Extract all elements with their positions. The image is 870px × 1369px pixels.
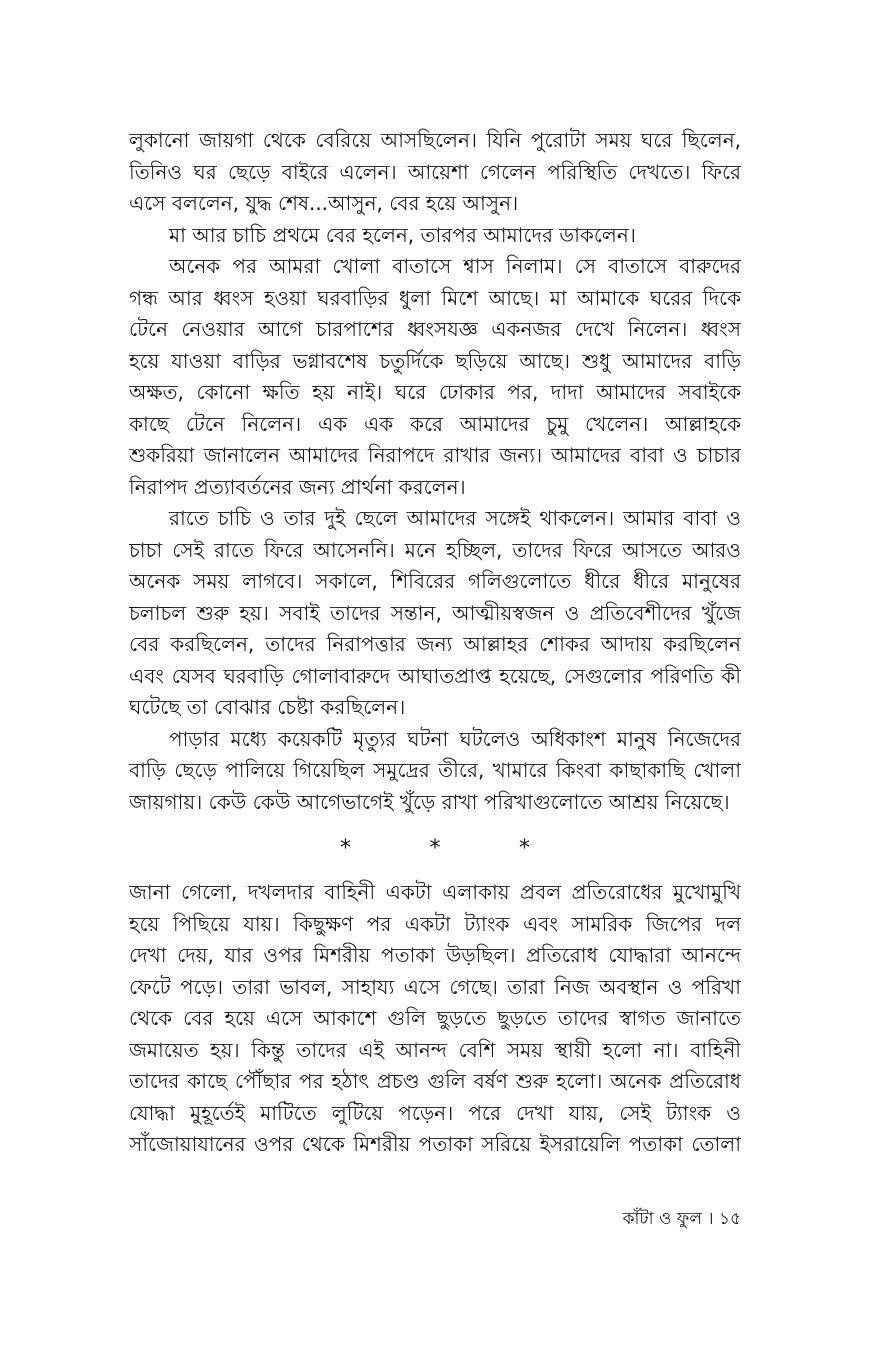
text-line: থেকে বের হয়ে এসে আকাশে গুলি ছুড়তে ছুড়তে তাদের স্বাগত জানাতে — [129, 1006, 741, 1030]
paragraph-start-line: মা আর চাচি প্রথমে বের হলেন, তারপর আমাদের ডাকলেন। — [169, 222, 636, 247]
body-text-section-2 — [129, 877, 741, 1161]
footer-separator: । — [707, 1209, 714, 1229]
asterisk-mark: * — [429, 836, 441, 861]
text-line: অক্ষত, কোনো ক্ষতি হয় নাই। ঘরে ঢোকার পর, দাদা আমাদের সবাইকে — [129, 380, 741, 404]
text-line: নিরাপদ প্রত্যাবর্তনের জন্য প্রার্থনা করলেন। — [129, 474, 466, 499]
text-line: গন্ধ আর ধ্বংস হওয়া ঘরবাড়ির ধুলা মিশে আছে। মা আমাকে ঘরের দিকে — [129, 285, 741, 310]
page-number: ১৫ — [718, 1209, 741, 1229]
text-line: হয়ে যাওয়া বাড়ির ভগ্নাবশেষ চতুর্দিকে ছড়িয়ে আছে। শুধু আমাদের বাড়ি — [129, 348, 741, 373]
text-line: যোদ্ধা মুহূর্তেই মাটিতে লুটিয়ে পড়েন। পরে দেখা যায়, সেই ট্যাংক ও — [129, 1100, 741, 1125]
text-line: জানা গেলো, দখলদার বাহিনী একটা এলাকায় প্রবল প্রতিরোধের মুখোমুখি — [129, 880, 741, 904]
text-line: বাড়ি ছেড়ে পালিয়ে গিয়েছিল সমুদ্রের তীরে, খামারে কিংবা কাছাকাছি খোলা — [129, 758, 741, 782]
paragraph-start-line: রাতে চাচি ও তার দুই ছেলে আমাদের সঙ্গেই থাকলেন। আমার বাবা ও — [169, 506, 741, 530]
text-line: বের করছিলেন, তাদের নিরাপত্তার জন্য আল্লাহর শোকর আদায় করছিলেন — [129, 632, 741, 656]
body-text-section-1 — [129, 125, 741, 818]
asterisk-mark: * — [340, 836, 351, 861]
text-line: তাদের কাছে পৌঁছার পর হঠাৎ প্রচণ্ড গুলি বর্ষণ শুরু হলো। অনেক প্রতিরোধ — [129, 1069, 741, 1093]
text-line: জায়গায়। কেউ কেউ আগেভাগেই খুঁড়ে রাখা পরিখাগুলোতে আশ্রয় নিয়েছে। — [129, 789, 730, 814]
text-line: টেনে নেওয়ার আগে চারপাশের ধ্বংসযজ্ঞ একনজর দেখে নিলেন। ধ্বংস — [129, 317, 741, 341]
text-line: এবং যেসব ঘরবাড়ি গোলাবারুদে আঘাতপ্রাপ্ত হয়েছে, সেগুলোর পরিণতি কী — [129, 663, 741, 688]
section-divider — [340, 836, 530, 861]
text-line: হয়ে পিছিয়ে যায়। কিছুক্ষণ পর একটা ট্যাংক এবং সামরিক জিপের দল — [129, 911, 741, 936]
text-line: জমায়েত হয়। কিন্তু তাদের এই আনন্দ বেশি সময় স্থায়ী হলো না। বাহিনী — [129, 1037, 741, 1062]
text-line: চলাচল শুরু হয়। সবাই তাদের সন্তান, আত্মীয়স্বজন ও প্রতিবেশীদের খুঁজে — [129, 600, 741, 625]
text-line: কাছে টেনে নিলেন। এক এক করে আমাদের চুমু খেলেন। আল্লাহকে — [129, 411, 741, 436]
running-title: কাঁটা ও ফুল — [622, 1209, 703, 1229]
text-line: শুকরিয়া জানালেন আমাদের নিরাপদে রাখার জন্য। আমাদের বাবা ও চাচার — [129, 443, 741, 467]
page-footer — [623, 1206, 741, 1234]
text-line: ঘটেছে তা বোঝার চেষ্টা করছিলেন। — [129, 695, 406, 719]
text-line: এসে বললেন, যুদ্ধ শেষ...আসুন, বের হয়ে আসুন। — [129, 191, 519, 215]
text-line: ফেটে পড়ে। তারা ভাবল, সাহায্য এসে গেছে। তারা নিজ অবস্থান ও পরিখা — [129, 974, 741, 999]
text-line: দেখা দেয়, যার ওপর মিশরীয় পতাকা উড়ছিল। প্রতিরোধ যোদ্ধারা আনন্দে — [129, 943, 741, 967]
paragraph-start-line: অনেক পর আমরা খোলা বাতাসে শ্বাস নিলাম। সে বাতাসে বারুদের — [169, 254, 741, 278]
paragraph-start-line: পাড়ার মধ্যে কয়েকটি মৃত্যুর ঘটনা ঘটলেও অধিকাংশ মানুষ নিজেদের — [169, 726, 741, 751]
text-line: লুকানো জায়গা থেকে বেরিয়ে আসছিলেন। যিনি পুরোটা সময় ঘরে ছিলেন, — [129, 128, 741, 152]
text-line: তিনিও ঘর ছেড়ে বাইরে এলেন। আয়েশা গেলেন পরিস্থিতি দেখতে। ফিরে — [129, 159, 741, 184]
asterisk-mark: * — [519, 836, 530, 861]
text-line: অনেক সময় লাগবে। সকালে, শিবিরের গলিগুলোতে ধীরে ধীরে মানুষের — [129, 569, 741, 593]
text-line: চাচা সেই রাতে ফিরে আসেননি। মনে হচ্ছিল, তাদের ফিরে আসতে আরও — [129, 537, 741, 562]
text-line: সাঁজোয়াযানের ওপর থেকে মিশরীয় পতাকা সরিয়ে ইসরায়েলি পতাকা তোলা — [129, 1132, 741, 1156]
